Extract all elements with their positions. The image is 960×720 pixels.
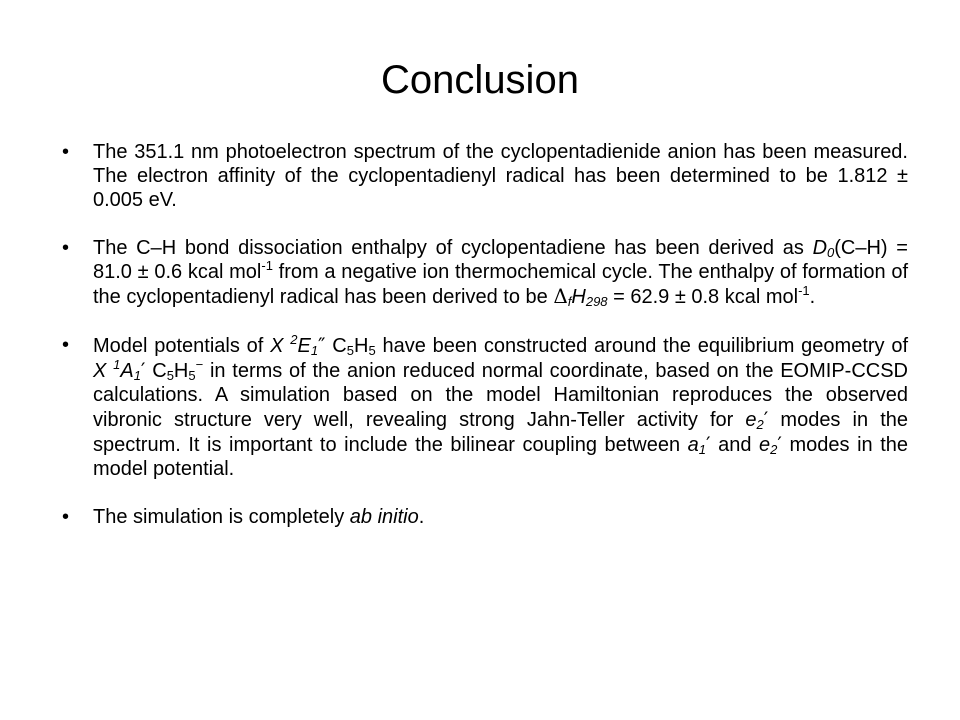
- bullet-dot: •: [62, 334, 70, 356]
- bullet-bond-dissociation: • The C–H bond dissociation enthalpy of cyclopentadiene has been derived as $D_0(C-H) = 81.0 \pm 0.6$ kcal mol$^{-1}$ from a negative ion thermochemical cycle. The enthalpy of formation of the cyclopentadienyl radical has been derived to be $\Delta_fH_{298} = 62.9 \pm 0.8$ kcal mol$^{-1}$.: [62, 237, 908, 309]
- bullet-text: The 351.1 nm photoelectron spectrum of the cyclopentadienide anion has been measured. The electron affinity of the cyclopentadienyl radical has been determined to be 1.812 ± 0.005 eV.: [93, 141, 908, 211]
- bullet-list: [56, 140, 908, 553]
- bullet-dot: •: [62, 237, 70, 259]
- bullet-model-potentials: • Model potentials of X $^2E_1''$ $C_5H_5$ have been constructed around the equilibrium geometry of X $^1A_1'$ $C_5H_5^-$ in terms of the anion reduced normal coordinate, based on the EOMIP-CCSD calculations. A simulation based on the model Hamiltonian reproduces the observed vibronic structure very well, revealing strong Jahn-Teller activity for $e_2'$ modes in the spectrum. It is important to include the bilinear coupling between $a_1'$ and $e_2'$ modes in the model potential.: [62, 332, 909, 480]
- delta-symbol: Δ: [553, 284, 568, 308]
- bullet-dot: •: [62, 141, 70, 163]
- slide-title: Conclusion: [381, 58, 579, 102]
- bullet-ab-initio: • The simulation is completely ab initio.: [62, 506, 425, 528]
- bullet-dot: •: [62, 506, 70, 528]
- bullet-electron-affinity: [56, 140, 908, 212]
